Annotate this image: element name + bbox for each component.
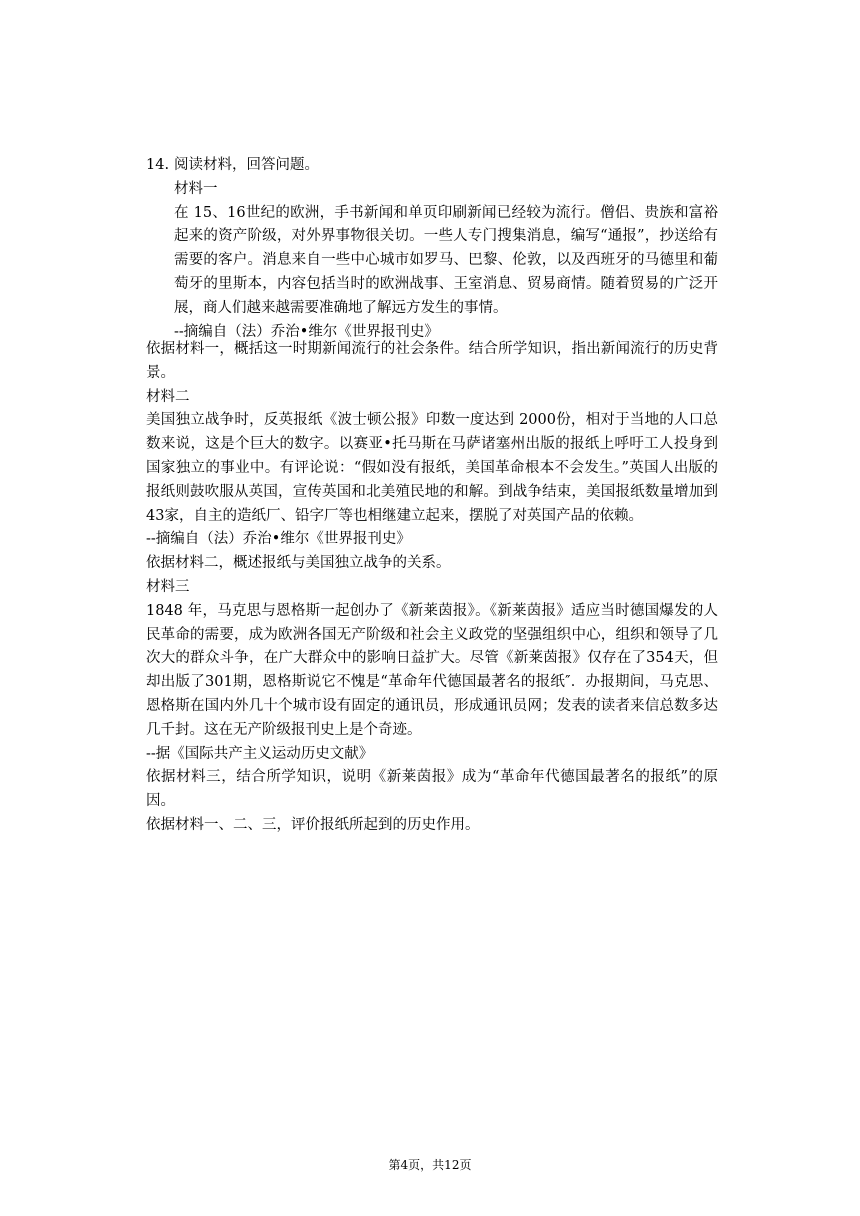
question-number: 14. [146, 157, 170, 173]
question-content [146, 154, 718, 344]
material1-heading: 材料一 [174, 180, 218, 197]
material2-source: --摘编自（法）乔治•维尔《世界报刊史》 [146, 531, 411, 548]
material3-body: 1848 年，马克思与恩格斯一起创办了《新莱茵报》。《新莱茵报》适应当时德国爆发的人民革命的需要，成为欧洲各国无产阶级和社会主义政党的坚强组织中心，组织和领导了几次大的群众斗争，在广大群众中的影响日益扩大。尽管《新莱茵报》仅存在了354天，但却出版了301期，恩格斯说它不愧是“革命年代德国最著名的报纸″．办报期间，马克思、恩格斯在国内外几十个城市设有固定的通讯员，形成通讯员网；发表的读者来信总数多达几千封。这在无产阶级报刊史上是个奇迹。 [146, 602, 718, 738]
page-number-label: 第4页，共12页 [388, 1158, 472, 1172]
material3-heading: 材料三 [146, 578, 190, 595]
material3-task: 依据材料三，结合所学知识，说明《新莱茵报》成为“革命年代德国最著名的报纸”的原因。 [146, 769, 718, 810]
material1-source-text: --摘编自（法）乔治•维尔《世界报刊史》 [174, 323, 439, 340]
material2-heading: 材料二 [146, 388, 190, 405]
material3-source: --据《国际共产主义运动历史文献》 [146, 745, 374, 762]
material2-body: 美国独立战争时，反英报纸《波士顿公报》印数一度达到 2000份，相对于当地的人口总数来说，这是个巨大的数字。以赛亚•托马斯在马萨诸塞州出版的报纸上呼吁工人投身到国家独立的事业中。有评论说：“假如没有报纸，美国革命根本不会发生。”英国人出版的报纸则鼓吹服从英国，宣传英国和北美殖民地的和解。到战争结束，美国报纸数量增加到43家，自主的造纸厂、铅字厂等也相继建立起来，摆脱了对英国产品的依赖。 [146, 412, 718, 524]
page-footer [0, 1157, 860, 1173]
material1-task: 依据材料一，概括这一时期新闻流行的社会条件。结合所学知识，指出新闻流行的历史背景。 [146, 341, 718, 381]
final-task: 依据材料一、二、三，评价报纸所起到的历史作用。 [146, 816, 480, 833]
material1-body: 在 15、16世纪的欧洲，手书新闻和单页印刷新闻已经较为流行。僧侣、贵族和富裕起来的资产阶级，对外界事物很关切。一些人专门搜集消息，编写“通报”，抄送给有需要的客户。消息来自一些中心城市如罗马、巴黎、伦敦，以及西班牙的马德里和葡萄牙的里斯本，内容包括当时的欧洲战事、王室消息、贸易商情。随着贸易的广泛开展，商人们越来越需要准确地了解远方发生的事情。 [174, 204, 718, 316]
material2-task: 依据材料二，概述报纸与美国独立战争的关系。 [146, 555, 451, 572]
question-prompt: 阅读材料，回答问题。 [174, 157, 319, 173]
question-content-continued [146, 338, 718, 838]
question-header [146, 154, 718, 178]
